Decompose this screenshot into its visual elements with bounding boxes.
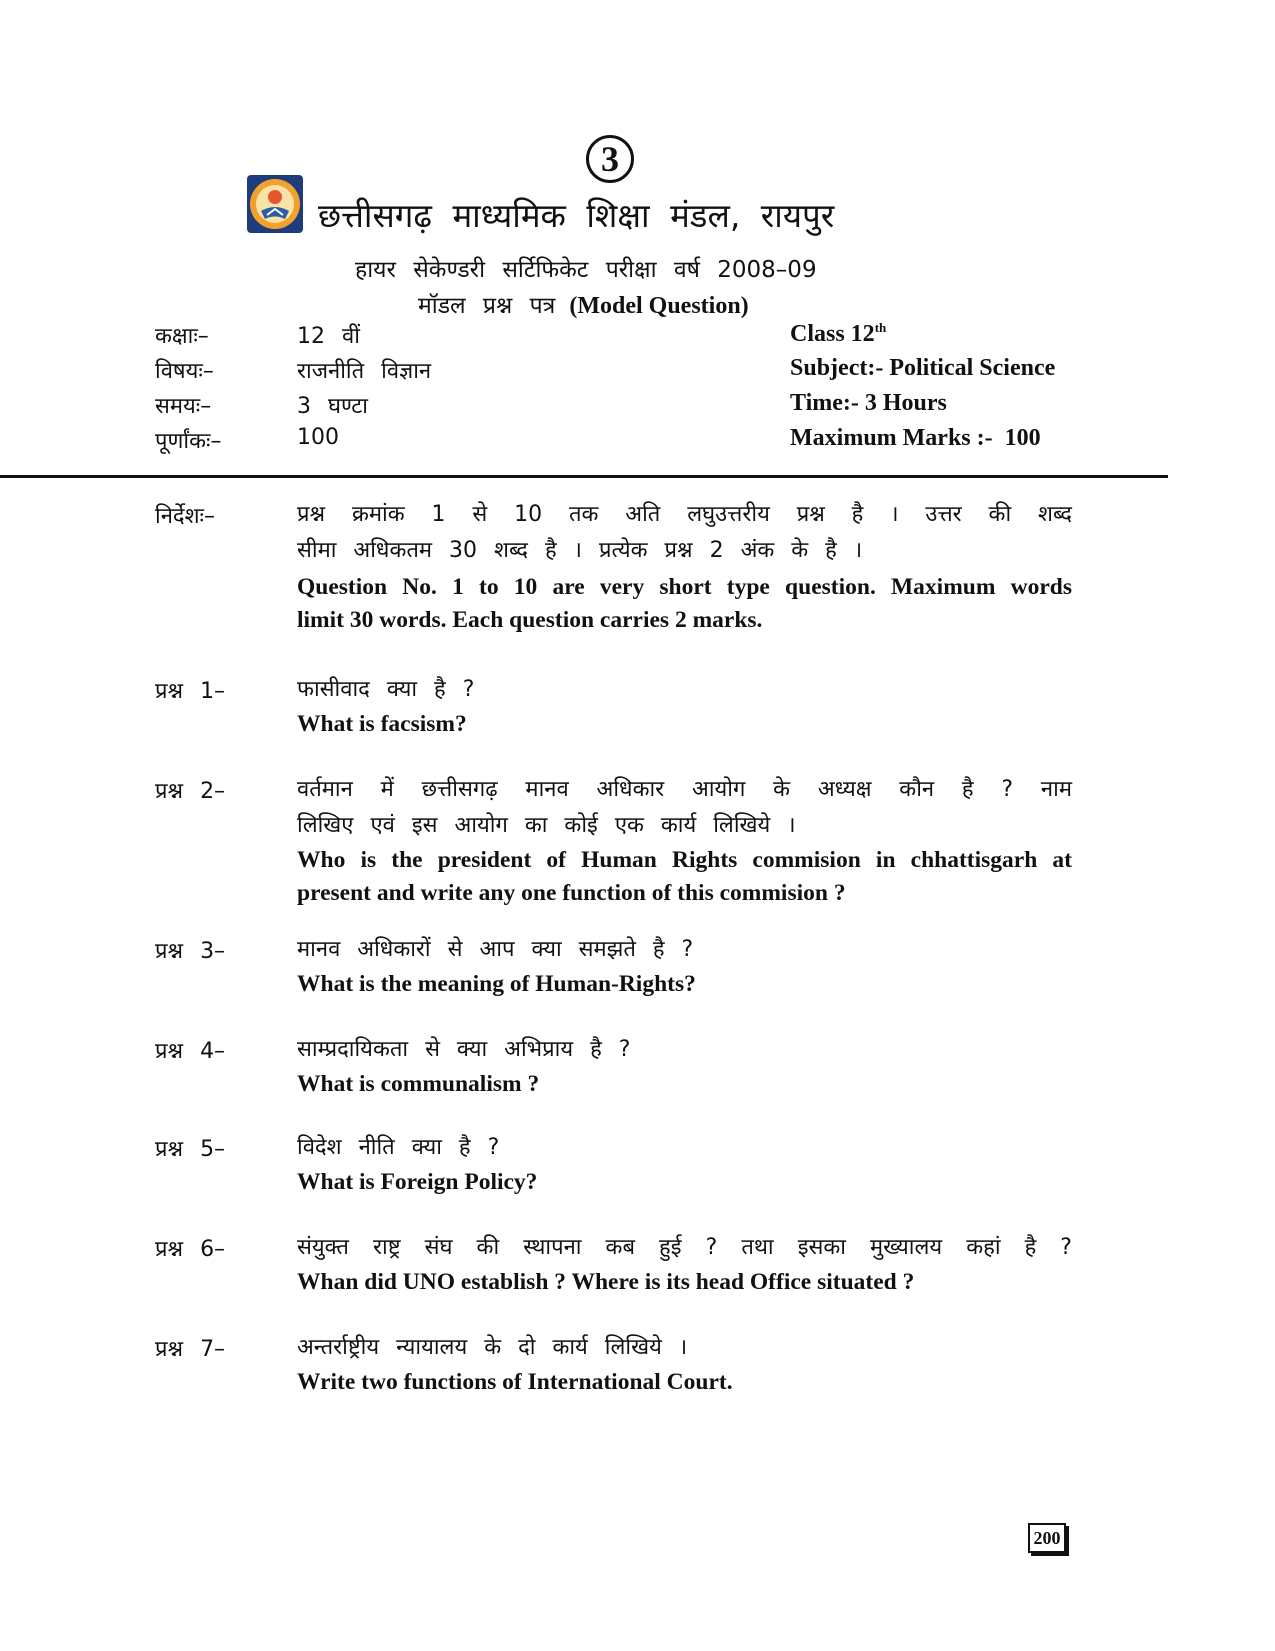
- time-row: [0, 390, 1275, 424]
- marks-value: 100: [297, 425, 339, 450]
- question-7: [297, 1330, 1072, 1399]
- time-english: Time:- 3 Hours: [790, 390, 947, 416]
- board-name: छत्तीसगढ़ माध्यमिक शिक्षा मंडल, रायपुर: [318, 196, 835, 235]
- exam-title: हायर सेकेण्डरी सर्टिफिकेट परीक्षा वर्ष 2008–09: [355, 257, 817, 283]
- marks-english: Maximum Marks :- 100: [790, 425, 1041, 451]
- instructions-hindi-line-1: प्रश्न क्रमांक 1 से 10 तक अति लघुउत्तरीय प्रश्न है । उत्तर की शब्द: [297, 502, 1072, 527]
- question-7-hindi: अन्तर्राष्ट्रीय न्यायालय के दो कार्य लिखिये ।: [297, 1335, 688, 1360]
- instructions-hindi-line-2: सीमा अधिकतम 30 शब्द है । प्रत्येक प्रश्न 2 अंक के है ।: [297, 538, 863, 563]
- subject-row: [0, 355, 1275, 389]
- class-label: कक्षाः–: [155, 324, 209, 349]
- instructions-label: निर्देशः–: [155, 504, 215, 529]
- subject-label: विषयः–: [155, 359, 214, 384]
- question-7-label: प्रश्न 7–: [155, 1337, 226, 1362]
- instructions-english-line-1: Question No. 1 to 10 are very short type question. Maximum words: [297, 574, 1072, 600]
- question-4-hindi: साम्प्रदायिकता से क्या अभिप्राय है ?: [297, 1037, 631, 1062]
- question-3: [297, 932, 1072, 1001]
- question-6-hindi: संयुक्त राष्ट्र संघ की स्थापना कब हुई ? तथा इसका मुख्यालय कहां है ?: [297, 1235, 1072, 1260]
- question-4-label: प्रश्न 4–: [155, 1039, 226, 1064]
- model-title-hindi: मॉडल प्रश्न पत्र: [418, 293, 556, 319]
- question-2-hindi-line-2: लिखिए एवं इस आयोग का कोई एक कार्य लिखिये ।: [297, 813, 796, 838]
- time-label: समयः–: [155, 394, 212, 419]
- question-5: [297, 1130, 1072, 1199]
- model-question-title: [418, 288, 749, 320]
- instructions-text: [297, 497, 1072, 637]
- subject-value: राजनीति विज्ञान: [297, 359, 432, 384]
- question-2-english-line-2: present and write any one function of this commision ?: [297, 880, 846, 906]
- question-6-label: प्रश्न 6–: [155, 1237, 226, 1262]
- question-2: [297, 772, 1072, 910]
- question-2-hindi-line-1: वर्तमान में छत्तीसगढ़ मानव अधिकार आयोग के अध्यक्ष कौन है ? नाम: [297, 777, 1072, 802]
- marks-row: [0, 425, 1275, 459]
- question-5-english: What is Foreign Policy?: [297, 1169, 538, 1195]
- footer-page-number: 200: [1028, 1523, 1066, 1553]
- question-6: [297, 1230, 1072, 1299]
- question-1-hindi: फासीवाद क्या है ?: [297, 677, 475, 702]
- question-3-english: What is the meaning of Human-Rights?: [297, 971, 696, 997]
- question-2-english-line-1: Who is the president of Human Rights commision in chhattisgarh at: [297, 847, 1072, 873]
- question-4: [297, 1032, 1072, 1101]
- question-3-label: प्रश्न 3–: [155, 939, 226, 964]
- question-7-english: Write two functions of International Court.: [297, 1369, 733, 1395]
- class-value: 12 वीं: [297, 324, 360, 349]
- question-1-label: प्रश्न 1–: [155, 679, 226, 704]
- model-title-english: (Model Question): [569, 293, 749, 319]
- page-number-circle: 3: [586, 135, 634, 183]
- question-4-english: What is communalism ?: [297, 1071, 540, 1097]
- question-2-label: प्रश्न 2–: [155, 779, 226, 804]
- question-3-hindi: मानव अधिकारों से आप क्या समझते है ?: [297, 937, 694, 962]
- subject-english: Subject:- Political Science: [790, 355, 1056, 381]
- instructions-english-line-2: limit 30 words. Each question carries 2 marks.: [297, 607, 763, 633]
- cg-board-seal-icon: [247, 175, 303, 233]
- question-1: [297, 672, 1072, 741]
- question-1-english: What is facsism?: [297, 711, 467, 737]
- question-6-english: Whan did UNO establish ? Where is its head Office situated ?: [297, 1269, 915, 1295]
- header-divider: [0, 475, 1168, 478]
- question-5-hindi: विदेश नीति क्या है ?: [297, 1135, 500, 1160]
- marks-label: पूर्णांकः–: [155, 429, 222, 454]
- class-english: Class 12th: [790, 320, 887, 347]
- question-5-label: प्रश्न 5–: [155, 1137, 226, 1162]
- time-value: 3 घण्टा: [297, 394, 368, 419]
- class-row: [0, 320, 1275, 354]
